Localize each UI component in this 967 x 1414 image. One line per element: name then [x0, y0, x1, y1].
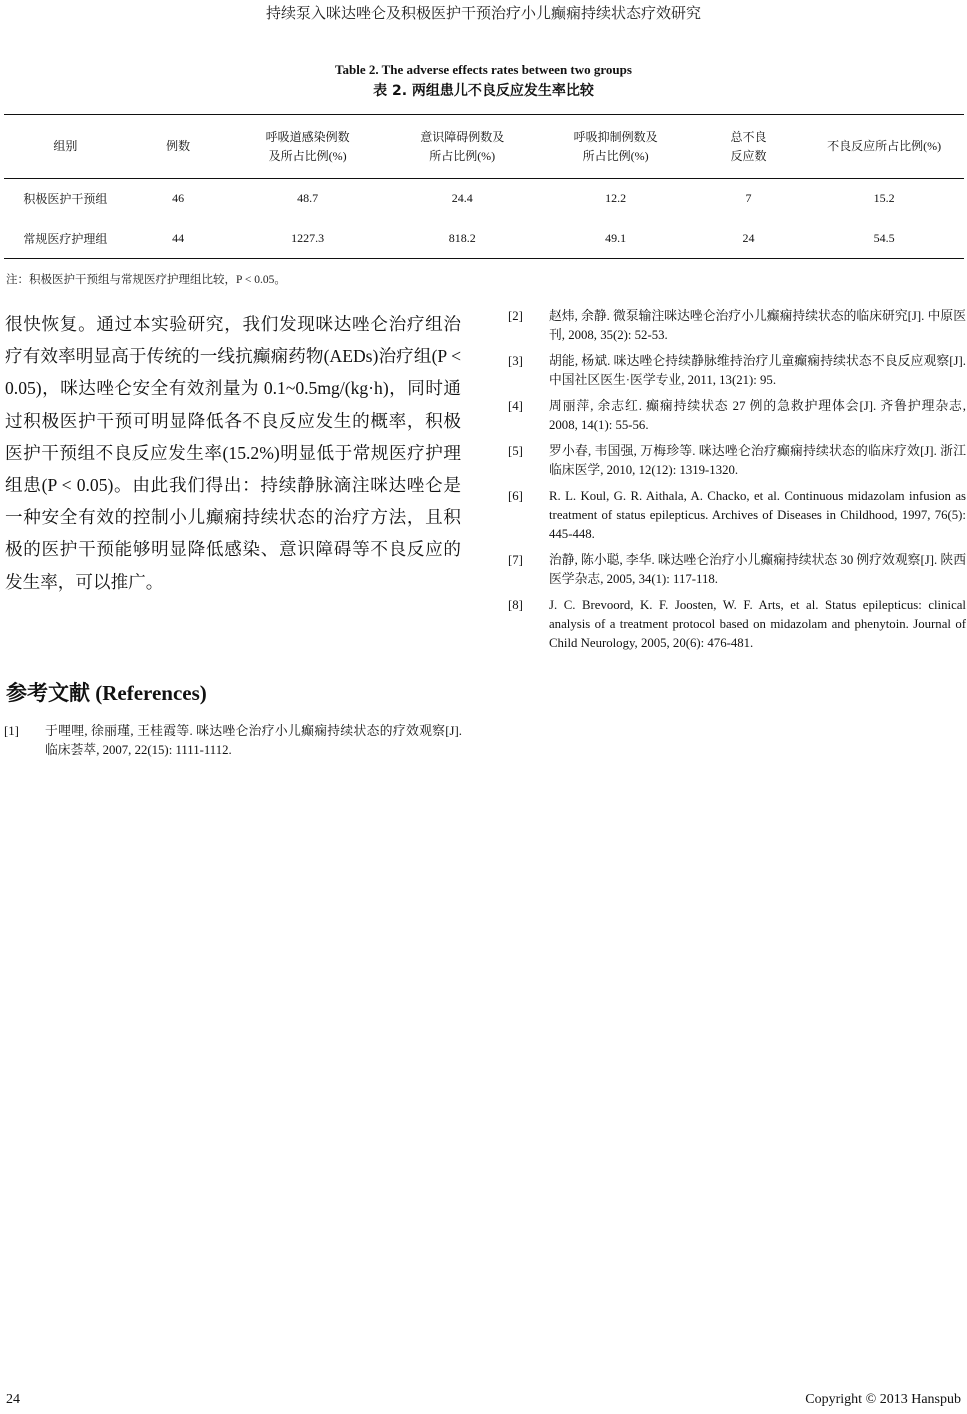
body-paragraph: [5, 308, 461, 598]
table-cell: 24: [693, 219, 805, 259]
table-cell: 49.1: [539, 219, 693, 259]
table-cell: 积极医护干预组: [23, 192, 108, 207]
reference-text: 于哩哩, 徐丽瑾, 王桂霞等. 咪达唑仑治疗小儿癫痫持续状态的疗效观察[J]. 临床荟萃, 2007, 22(15): 1111-1112.: [45, 724, 462, 757]
page-number: 24: [6, 1392, 20, 1407]
table-header-cell: 总不良 反应数: [693, 115, 805, 179]
table-row: [4, 219, 964, 259]
table-header-cell: 呼吸道感染例数 及所占比例(%): [229, 115, 385, 179]
reference-item: [508, 307, 966, 345]
body-line: 们得出：持续静脉滴注咪达唑仑是一种安全有效的控: [5, 475, 461, 528]
reference-item: [508, 487, 966, 544]
reference-text: 胡能, 杨斌. 咪达唑仑持续静脉维持治疗儿童癫痫持续状态不良反应观察[J]. 中国社区医生·医学专业, 2011, 13(21): 95.: [549, 354, 966, 387]
reference-number: [7]: [508, 553, 523, 567]
reference-text: J. C. Brevoord, K. F. Joosten, W. F. Arts, et al. Status epilepticus: clinical analysis of a treatment protocol based on midazolam and phenytoin. Journal of Child Neurology, 2005, 20(6): 476-481.: [549, 598, 966, 650]
reference-number: [3]: [508, 354, 523, 368]
reference-number: [2]: [508, 309, 523, 323]
reference-number: [5]: [508, 444, 523, 458]
table-caption-zh: 表 2. 两组患儿不良反应发生率比较: [373, 83, 594, 99]
body-line: 很快恢复。通过本实验研究，我们发现咪达唑仑治疗: [5, 314, 426, 334]
table-row: [4, 179, 964, 219]
reference-text: R. L. Koul, G. R. Aithala, A. Chacko, et al. Continuous midazolam infusion as treatment of status epilepticus. Archives of Diseases in Childhood, 1997, 76(5): 445-448.: [549, 489, 966, 541]
body-line: 反应发生的概率，积极医护干预组不良反应发生率: [5, 410, 461, 463]
body-line: 能够明显降低感染、意识障碍等不良反应的发生率，: [5, 539, 461, 592]
running-header: 持续泵入咪达唑仑及积极医护干预治疗小儿癫痫持续状态疗效研究: [265, 6, 701, 22]
reference-item: [4, 722, 462, 760]
references-list-right: [508, 307, 966, 660]
table-cell: 818.2: [386, 219, 539, 259]
body-line: (15.2%)明显低于常规医疗护理组患(P < 0.05)。由此我: [5, 442, 461, 496]
body-line: 可以推广。: [75, 571, 164, 592]
reference-item: [508, 352, 966, 390]
reference-text: 治静, 陈小聪, 李华. 咪达唑仑治疗小儿癫痫持续状态 30 例疗效观察[J]. 陕西医学杂志, 2005, 34(1): 117-118.: [549, 553, 966, 586]
reference-item: [508, 397, 966, 435]
reference-text: 赵炜, 余静. 微泵输注咪达唑仑治疗小儿癫痫持续状态的临床研究[J]. 中原医刊, 2008, 35(2): 52-53.: [549, 309, 966, 342]
table-header-cell: 例数: [127, 115, 230, 179]
reference-item: [508, 596, 966, 653]
table-header-row: [4, 115, 964, 179]
table-header-cell: 不良反应所占比例(%): [804, 115, 964, 179]
table-cell: 12.2: [605, 191, 627, 206]
reference-number: [6]: [508, 489, 523, 503]
body-column-left: [5, 308, 461, 598]
reference-text: 周丽萍, 余志红. 癫痫持续状态 27 例的急救护理体会[J]. 齐鲁护理杂志, 2008, 14(1): 55-56.: [549, 399, 966, 432]
copyright-notice: Copyright © 2013 Hanspub: [805, 1392, 961, 1407]
reference-item: [508, 551, 966, 589]
table-note: 注：积极医护干预组与常规医疗护理组比较，P < 0.05。: [6, 274, 286, 286]
table-cell: 常规医疗护理组: [4, 219, 127, 259]
table-cell: 24.4: [451, 191, 473, 206]
body-line: mg/(kg·h)，同时通过积极医护干预可明显降低各不良: [5, 378, 461, 431]
table-header-cell: 组别: [4, 115, 127, 179]
reference-number: [4]: [508, 399, 523, 413]
table-cell: 15.2: [873, 191, 895, 206]
table-cell: 48.7: [297, 191, 319, 206]
references-list-left: [4, 722, 462, 767]
adverse-effects-table: [4, 114, 964, 259]
references-heading: 参考文献 (References): [6, 681, 207, 705]
body-line: 制小儿癫痫持续状态的治疗方法，且积极的医护干预: [5, 507, 461, 560]
table-cell: 54.5: [804, 219, 964, 259]
body-line: 治疗组(P < 0.05)，咪达唑仑安全有效剂量为 0.1~0.5: [5, 346, 461, 399]
table-header-cell: 呼吸抑制例数及 所占比例(%): [539, 115, 693, 179]
reference-text: 罗小春, 韦国强, 万梅珍等. 咪达唑仑治疗癫痫持续状态的临床疗效[J]. 浙江临床医学, 2010, 12(12): 1319-1320.: [549, 444, 966, 477]
table-cell: 7: [745, 191, 752, 206]
table-cell: 46: [172, 191, 185, 206]
reference-item: [508, 442, 966, 480]
body-line: 组治疗有效率明显高于传统的一线抗癫痫药物(AEDs): [5, 314, 461, 367]
table-caption-en: Table 2. The adverse effects rates between two groups: [335, 62, 632, 77]
table-header-cell: 意识障碍例数及 所占比例(%): [386, 115, 539, 179]
table-cell: 1227.3: [229, 219, 385, 259]
table-cell: 44: [127, 219, 230, 259]
reference-number: [1]: [4, 724, 19, 738]
reference-number: [8]: [508, 598, 523, 612]
